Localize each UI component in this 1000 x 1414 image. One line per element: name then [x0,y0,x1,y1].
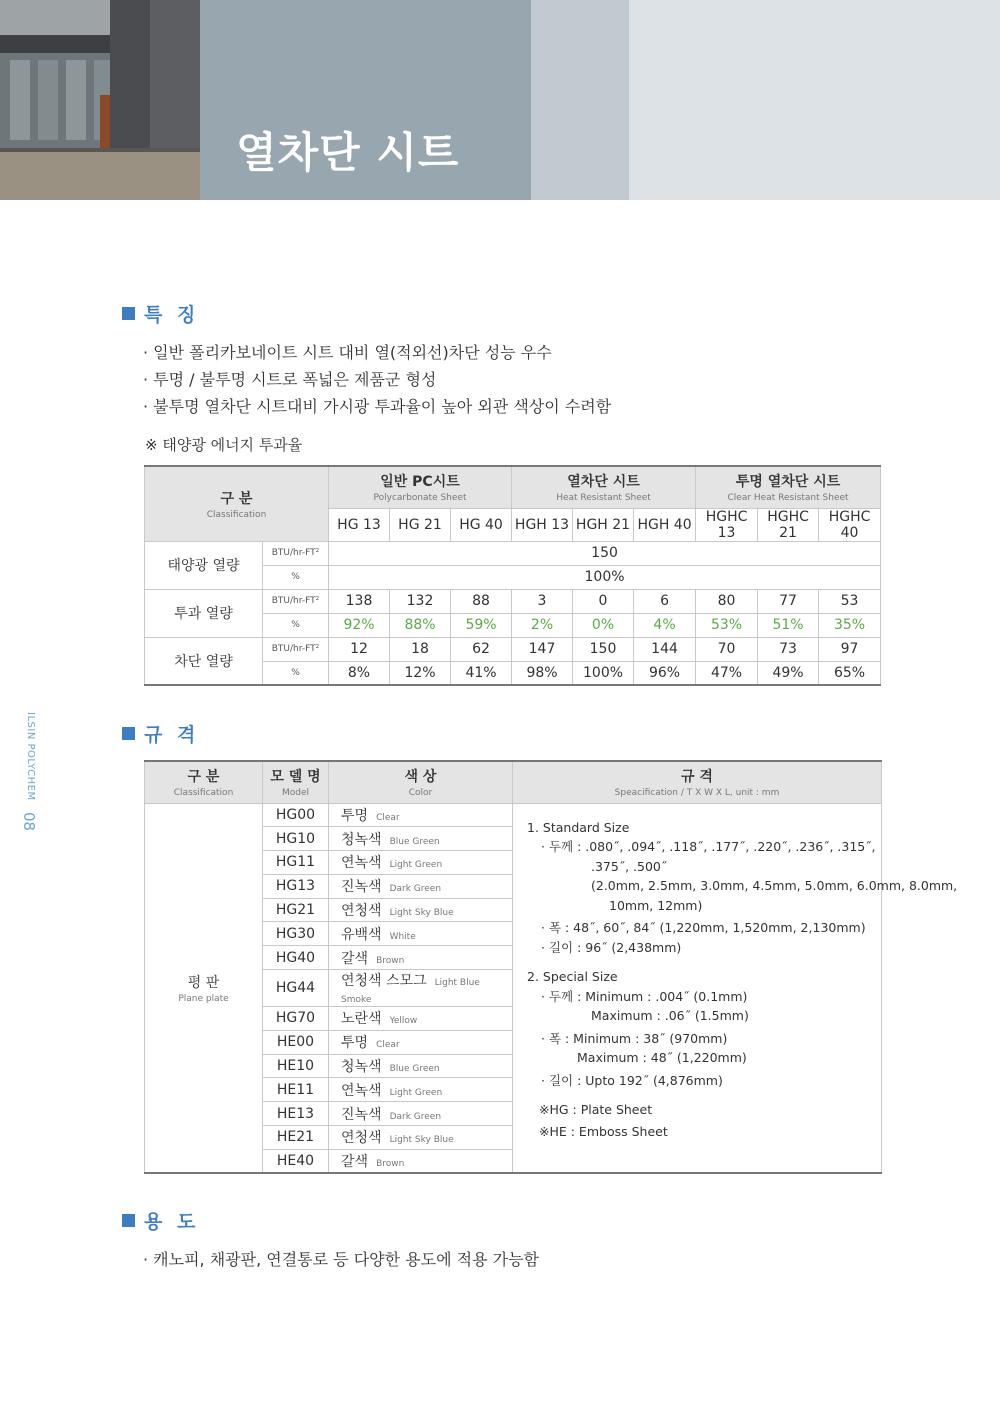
header-ko: 모 델 명 [270,769,321,786]
color-en: Brown [376,1159,405,1169]
header-ko: 색 상 [404,769,437,786]
group-header-clear [696,466,881,508]
transmitted-btu: 77 [758,589,819,613]
feature-bullet: · 일반 폴리카보네이트 시트 대비 열(적외선)차단 성능 우수 [143,343,552,362]
model-cell: HG11 [263,851,329,875]
solar-btu: 150 [329,541,881,565]
model-cell: HG44 [263,970,329,1007]
color-ko: 청녹색 [341,1059,382,1076]
blocked-pct: 98% [512,661,573,685]
features-heading [122,300,199,327]
color-cell [329,803,513,827]
square-bullet-icon [122,307,135,320]
spec-heading [122,720,199,747]
color-en: Clear [376,812,400,823]
transmitted-pct: 35% [819,613,881,637]
group-ko: 투명 열차단 시트 [735,474,841,491]
color-en: Light Green [389,1087,443,1098]
header-banner [0,0,1000,200]
color-cell [329,1102,513,1126]
model-cell: HE10 [263,1054,329,1078]
color-cell [329,874,513,898]
blocked-btu: 18 [390,637,451,661]
transmitted-pct: 4% [634,613,696,637]
color-ko: 갈색 [341,1154,369,1170]
color-cell [329,922,513,946]
model-header: HGH 21 [573,508,634,541]
transmitted-btu: 132 [390,589,451,613]
unit-btu: BTU/hr-FT² [263,589,329,613]
special-title: 2. Special Size [527,969,618,984]
header-en: Model [281,788,310,799]
color-cell [329,1054,513,1078]
blocked-pct: 12% [390,661,451,685]
spec-classification-header [145,761,263,803]
decor-band [531,0,629,200]
group-header-heat [512,466,696,508]
blocked-pct: 96% [634,661,696,685]
color-ko: 유백색 [341,926,382,943]
square-bullet-icon [122,1214,135,1227]
classification-header [145,466,329,541]
transmitted-pct: 0% [573,613,634,637]
color-cell [329,1149,513,1173]
color-ko: 갈색 [341,950,369,967]
header-ko: 구 분 [187,769,220,786]
model-cell: HG21 [263,898,329,922]
color-ko: 연청색 [341,1130,382,1147]
sp-thickness-min: · 두께 : Minimum : .004˝ (0.1mm) [541,988,748,1004]
transmitted-pct: 53% [696,613,758,637]
model-cell: HG70 [263,1007,329,1031]
sp-thickness-max: Maximum : .06˝ (1.5mm) [591,1008,749,1023]
model-cell: HE40 [263,1149,329,1173]
color-en: Dark Green [389,884,442,895]
color-en: Blue Green [389,836,440,847]
color-en: Yellow [389,1016,418,1027]
blocked-pct: 8% [329,661,390,685]
std-thickness-mm-cont: 10mm, 12mm) [609,897,703,913]
specification-table [144,760,958,1174]
sp-length: · 길이 : Upto 192˝ (4,876mm) [541,1072,723,1088]
std-width: · 폭 : 48˝, 60˝, 84˝ (1,220mm, 1,520mm, 2,130mm) [541,920,866,935]
header-en: Color [408,788,433,799]
unit-pct: % [263,661,329,685]
color-ko: 청녹색 [341,831,382,848]
model-header: HG 13 [329,508,390,541]
color-ko: 연청색 [341,903,382,920]
note-hg: ※HG : Plate Sheet [539,1102,653,1117]
category-en: Plane plate [178,993,229,1004]
building-photo [0,0,200,200]
feature-bullet: · 불투명 열차단 시트대비 가시광 투과율이 높아 외관 색상이 수려함 [143,397,612,416]
spec-heading-text: 규 격 [144,724,200,746]
model-cell: HE13 [263,1102,329,1126]
std-thickness-cont: .375˝, .500˝ [591,858,668,874]
sp-width-min: · 폭 : Minimum : 38˝ (970mm) [541,1030,728,1046]
blocked-btu: 97 [819,637,881,661]
model-cell: HE11 [263,1078,329,1102]
group-ko: 일반 PC시트 [380,474,460,491]
blocked-pct: 100% [573,661,634,685]
row-label-solar: 태양광 열량 [145,541,263,589]
classification-en: Classification [206,509,267,520]
model-header: HGHC 13 [696,508,758,541]
transmitted-pct: 88% [390,613,451,637]
model-cell: HE00 [263,1030,329,1054]
model-header: HGH 40 [634,508,696,541]
unit-btu: BTU/hr-FT² [263,637,329,661]
spec-details [513,803,958,1173]
category-ko: 평 판 [187,974,220,991]
color-en: Brown [376,955,405,966]
standard-title: 1. Standard Size [527,819,630,835]
solar-note: ※ 태양광 에너지 투과율 [145,436,303,454]
color-cell [329,851,513,875]
color-cell [329,827,513,851]
std-length: · 길이 : 96˝ (2,438mm) [541,939,682,955]
color-cell [329,1030,513,1054]
blocked-btu: 12 [329,637,390,661]
color-ko: 연녹색 [341,1082,382,1099]
color-cell [329,946,513,970]
features-heading-text: 특 징 [144,304,200,326]
std-thickness: · 두께 : .080˝, .094˝, .118˝, .177˝, .220˝, .236˝, .315˝, [541,839,876,854]
heat-transmission-table [144,465,881,686]
model-cell: HE21 [263,1126,329,1150]
square-bullet-icon [122,727,135,740]
transmitted-btu: 80 [696,589,758,613]
unit-pct: % [263,613,329,637]
color-en: Clear [376,1040,400,1051]
sp-width-max: Maximum : 48˝ (1,220mm) [577,1050,747,1065]
blocked-btu: 147 [512,637,573,661]
header-en: Classification [173,788,234,799]
spec-color-header [329,761,513,803]
color-ko: 진녹색 [341,879,382,896]
color-cell [329,1078,513,1102]
row-label-transmitted: 투과 열량 [145,589,263,637]
row-label-blocked: 차단 열량 [145,637,263,685]
group-en: Polycarbonate Sheet [373,493,467,504]
model-cell: HG13 [263,874,329,898]
blocked-btu: 150 [573,637,634,661]
feature-bullet: · 투명 / 불투명 시트로 폭넓은 제품군 형성 [143,370,437,389]
model-header: HG 40 [451,508,512,541]
transmitted-pct: 2% [512,613,573,637]
blocked-pct: 65% [819,661,881,685]
page-title: 열차단 시트 [236,128,460,177]
color-en: White [389,931,416,942]
model-header: HGHC 21 [758,508,819,541]
transmitted-btu: 3 [512,589,573,613]
note-he: ※HE : Emboss Sheet [539,1123,668,1139]
spec-spec-header [513,761,882,803]
spec-model-header [263,761,329,803]
usage-heading-text: 용 도 [144,1211,200,1233]
transmitted-btu: 53 [819,589,881,613]
group-en: Clear Heat Resistant Sheet [727,493,849,504]
transmitted-btu: 88 [451,589,512,613]
transmitted-btu: 138 [329,589,390,613]
blocked-btu: 62 [451,637,512,661]
side-brand-label: ILSIN POLYCHEM [25,712,36,801]
unit-pct: % [263,565,329,589]
color-en: Blue Green [389,1064,440,1075]
blocked-btu: 73 [758,637,819,661]
color-ko: 노란색 [341,1011,382,1028]
blocked-pct: 41% [451,661,512,685]
transmitted-pct: 59% [451,613,512,637]
blocked-btu: 70 [696,637,758,661]
blocked-pct: 47% [696,661,758,685]
color-ko: 진녹색 [341,1106,382,1123]
color-ko: 연녹색 [341,855,382,872]
classification-ko: 구 분 [220,490,253,507]
header-ko: 규 격 [681,769,713,786]
blocked-btu: 144 [634,637,696,661]
model-cell: HG30 [263,922,329,946]
model-cell: HG00 [263,803,329,827]
solar-pct: 100% [329,565,881,589]
color-en: Light Sky Blue [389,908,454,919]
header-en: Speacification / T X W X L, unit : mm [614,788,780,799]
color-en: Light Sky Blue [389,1135,454,1146]
transmitted-pct: 51% [758,613,819,637]
color-cell [329,1007,513,1031]
usage-heading [122,1207,199,1234]
group-header-pc [329,466,512,508]
group-ko: 열차단 시트 [567,474,640,491]
color-en: Dark Green [389,1111,442,1122]
color-cell [329,1126,513,1150]
category-cell [145,803,263,1173]
transmitted-pct: 92% [329,613,390,637]
page-number: 08 [20,812,38,832]
model-header: HGHC 40 [819,508,881,541]
color-ko: 투명 [341,807,369,824]
color-ko: 연청색 스모그 [341,973,427,990]
unit-btu: BTU/hr-FT² [263,541,329,565]
group-en: Heat Resistant Sheet [556,493,651,504]
decor-band-light [629,0,1000,200]
transmitted-btu: 6 [634,589,696,613]
color-en: Light Blue Smoke [341,978,480,1006]
color-cell [329,970,513,1007]
color-cell [329,898,513,922]
model-header: HGH 13 [512,508,573,541]
color-en: Light Green [389,860,443,871]
blocked-pct: 49% [758,661,819,685]
model-cell: HG40 [263,946,329,970]
std-thickness-mm: (2.0mm, 2.5mm, 3.0mm, 4.5mm, 5.0mm, 6.0mm, 8.0mm, [591,878,958,893]
model-header: HG 21 [390,508,451,541]
color-ko: 투명 [341,1035,369,1052]
usage-bullet: · 캐노피, 채광판, 연결통로 등 다양한 용도에 적용 가능함 [143,1250,539,1269]
transmitted-btu: 0 [573,589,634,613]
model-cell: HG10 [263,827,329,851]
